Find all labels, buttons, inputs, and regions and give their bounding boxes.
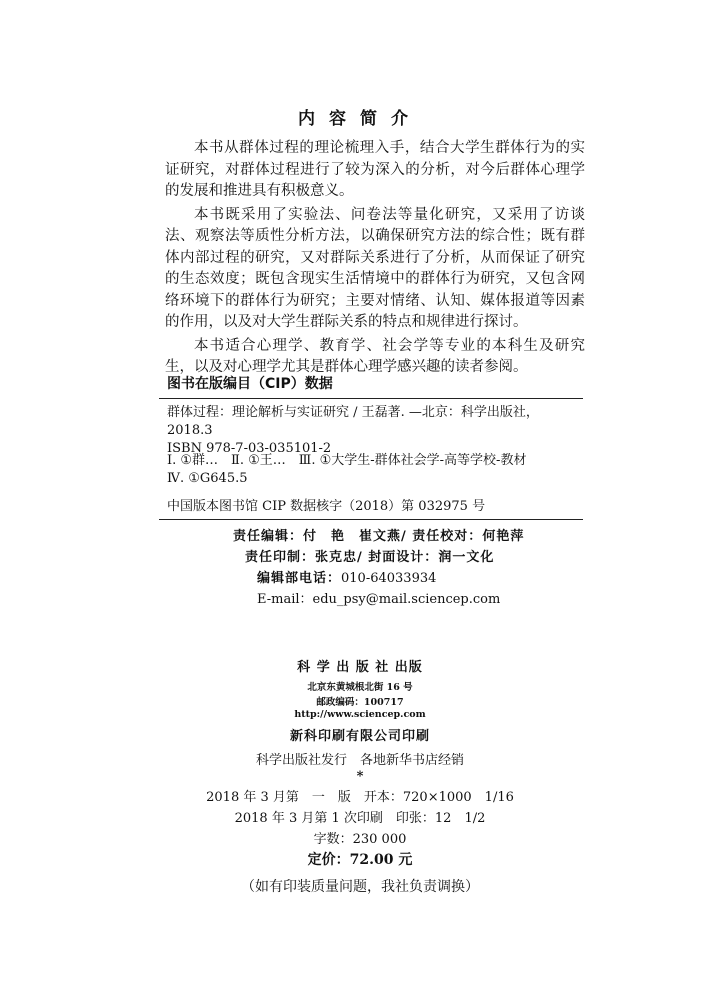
divider bbox=[159, 398, 583, 399]
proof-value: 何艳萍 bbox=[482, 529, 525, 544]
printing-info: 2018 年 3 月第 1 次印刷 印张：12 1/2 bbox=[234, 811, 486, 826]
phone-label: 编辑部电话： bbox=[257, 571, 342, 586]
phone-value: 010-64033934 bbox=[341, 571, 437, 586]
credits-row-print bbox=[245, 547, 494, 569]
cip-line: Ⅰ. ①群… Ⅱ. ①王… Ⅲ. ①大学生-群体社会学-高等学校-教材 bbox=[167, 453, 527, 468]
quality-notice: （如有印装质量问题，我社负责调换） bbox=[241, 879, 479, 895]
print-label: 责任印制： bbox=[245, 550, 316, 565]
credits-row-editor bbox=[233, 526, 524, 548]
cip-record: 中国版本图书馆 CIP 数据核字（2018）第 032975 号 bbox=[167, 499, 486, 514]
cip-line: 群体过程：理论解析与实证研究 / 王磊著. —北京：科学出版社，2018.3 bbox=[167, 405, 539, 438]
summary-paragraph: 本书从群体过程的理论梳理入手，结合大学生群体行为的实证研究，对群体过程进行了较为深入的分析，对今后群体心理学的发展和推进具有积极意义。 bbox=[165, 140, 585, 199]
cip-line: Ⅳ. ①G645.5 bbox=[167, 471, 248, 486]
distribution: 科学出版社发行 各地新华书店经销 bbox=[255, 753, 464, 768]
summary-paragraph: 本书适合心理学、教育学、社会学等专业的本科生及研究生，以及对心理学尤其是群体心理学感兴趣的读者参阅。 bbox=[165, 337, 585, 375]
design-value: 润一文化 bbox=[438, 550, 495, 565]
summary-title: 内容简介 bbox=[298, 109, 422, 129]
separator-star: * bbox=[356, 769, 364, 784]
word-count: 字数：230 000 bbox=[313, 832, 407, 847]
publisher-address: 北京东黄城根北街 16 号 bbox=[307, 682, 413, 693]
editor-label: 责任编辑： bbox=[233, 529, 304, 544]
cip-classification bbox=[167, 452, 583, 488]
print-value: 张克忠 bbox=[315, 550, 358, 565]
summary-paragraph: 本书既采用了实验法、问卷法等量化研究，又采用了访谈法、观察法等质性分析方法，以确保研究方法的综合性；既有群体内部过程的研究，又对群际关系进行了分析，从而保证了研究的生态效度；既包含现实生活情境中的群体行为研究，又包含网络环境下的群体行为研究；主要对情绪、认知、媒体报道等因素的作用，以及对大学生群际关系的特点和规律进行探讨。 bbox=[165, 206, 585, 330]
price: 定价：72.00 元 bbox=[307, 852, 413, 868]
cip-citation bbox=[167, 404, 583, 458]
publisher-name: 科 学 出 版 社 出版 bbox=[297, 660, 423, 675]
design-label: / 封面设计： bbox=[357, 550, 439, 565]
cip-header: 图书在版编目（CIP）数据 bbox=[167, 376, 333, 392]
publisher-postcode: 邮政编码：100717 bbox=[316, 697, 404, 708]
summary-body bbox=[165, 138, 585, 381]
proof-label: / 责任校对： bbox=[401, 529, 483, 544]
cip-isbn: ISBN 978-7-03-035101-2 bbox=[167, 441, 332, 456]
edition-info: 2018 年 3 月第 一 版 开本：720×1000 1/16 bbox=[206, 790, 514, 805]
credits-row-phone bbox=[257, 568, 436, 590]
divider bbox=[159, 519, 583, 520]
editor-value: 付 艳 崔文燕 bbox=[303, 529, 402, 544]
email: E-mail：edu_psy@mail.sciencep.com bbox=[257, 592, 501, 607]
printer: 新科印刷有限公司印刷 bbox=[289, 729, 430, 744]
publisher-website: http://www.sciencep.com bbox=[294, 709, 426, 720]
